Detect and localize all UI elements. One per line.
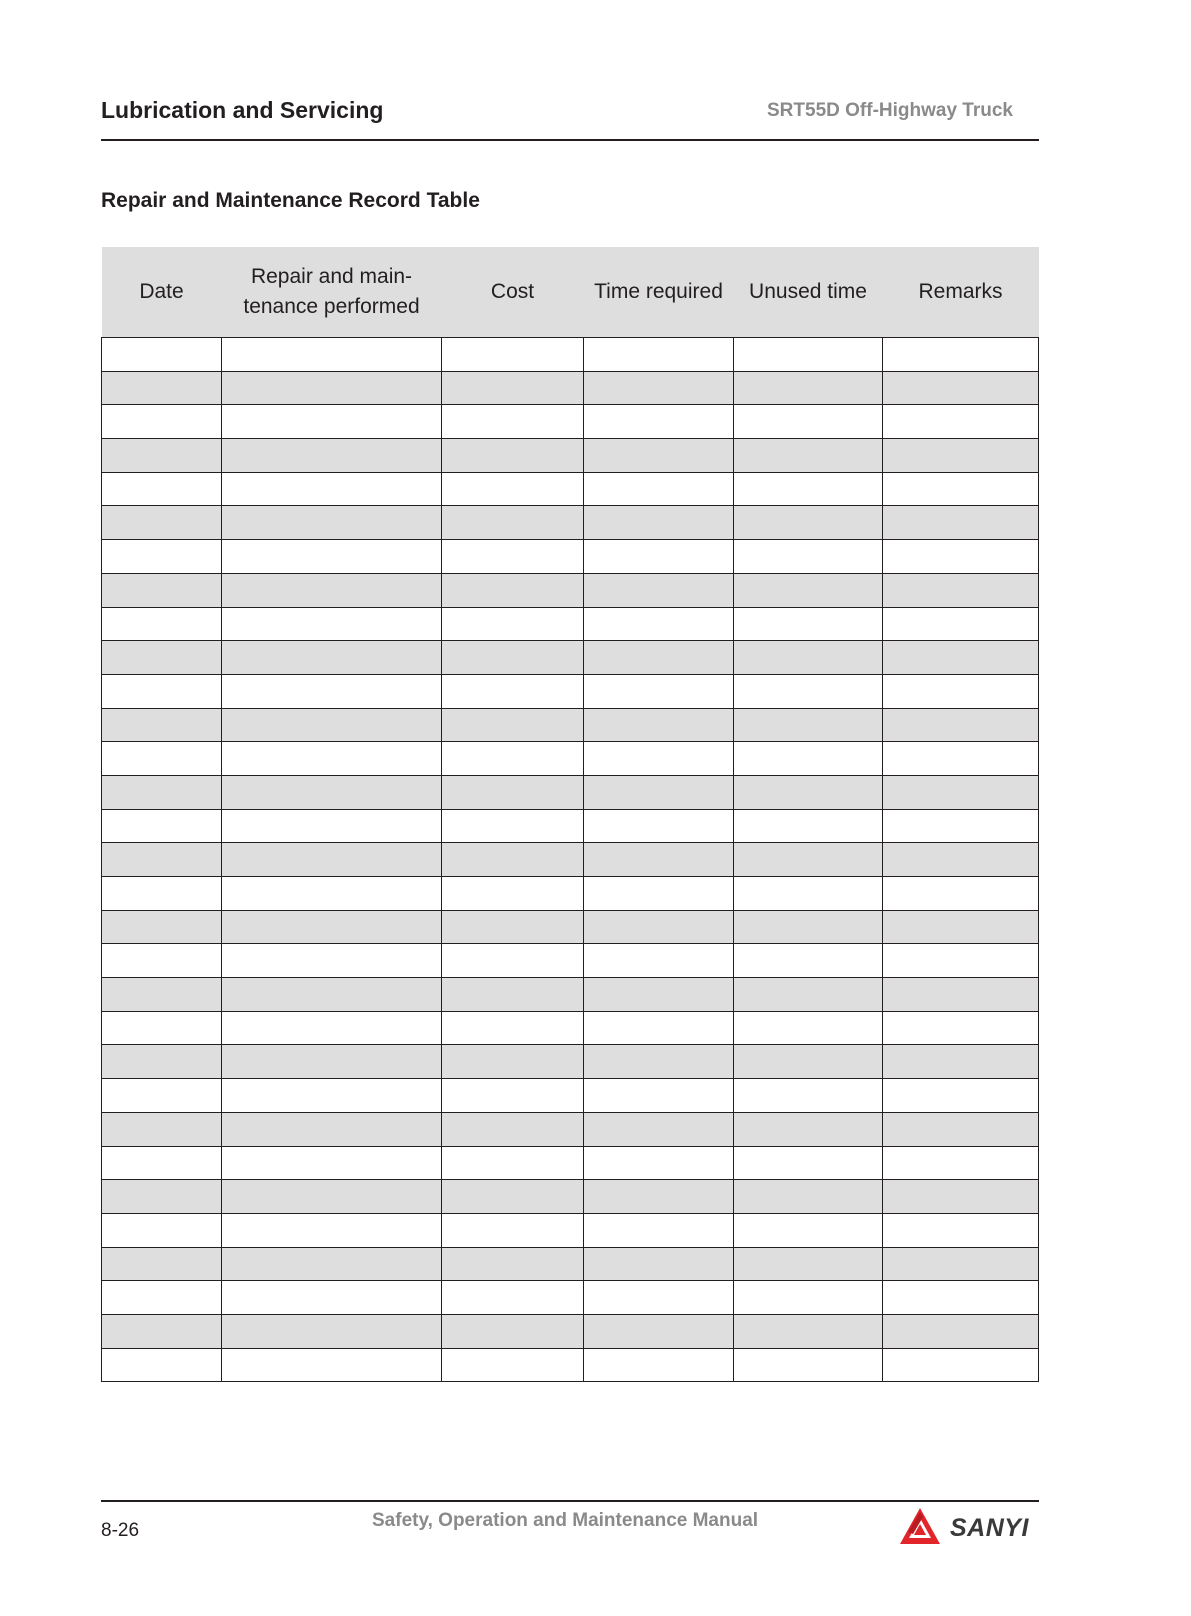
table-cell: [442, 1011, 584, 1045]
table-row: [102, 910, 1039, 944]
table-cell: [102, 1281, 222, 1315]
table-cell: [584, 641, 734, 675]
table-row: [102, 775, 1039, 809]
table-row: [102, 674, 1039, 708]
table-cell: [222, 1112, 442, 1146]
table-cell: [734, 978, 883, 1012]
table-cell: [102, 506, 222, 540]
table-cell: [442, 338, 584, 372]
table-cell: [734, 1213, 883, 1247]
table-cell: [102, 1146, 222, 1180]
table-cell: [442, 607, 584, 641]
table-cell: [883, 439, 1039, 473]
table-row: [102, 1045, 1039, 1079]
table-row: [102, 809, 1039, 843]
table-cell: [584, 978, 734, 1012]
table-cell: [584, 843, 734, 877]
table-cell: [222, 1247, 442, 1281]
table-cell: [734, 1045, 883, 1079]
table-cell: [883, 1281, 1039, 1315]
table-cell: [442, 1213, 584, 1247]
table-cell: [442, 1112, 584, 1146]
table-cell: [584, 742, 734, 776]
table-cell: [734, 506, 883, 540]
table-cell: [442, 405, 584, 439]
table-cell: [102, 641, 222, 675]
table-row: [102, 1247, 1039, 1281]
table-cell: [442, 439, 584, 473]
table-cell: [584, 1281, 734, 1315]
table-cell: [883, 1348, 1039, 1382]
table-cell: [734, 1348, 883, 1382]
table-cell: [222, 809, 442, 843]
table-row: [102, 506, 1039, 540]
table-cell: [584, 1011, 734, 1045]
sany-triangle-logo-icon: [898, 1506, 942, 1550]
table-cell: [734, 439, 883, 473]
table-cell: [102, 371, 222, 405]
table-cell: [584, 910, 734, 944]
table-cell: [442, 1281, 584, 1315]
table-cell: [734, 775, 883, 809]
table-cell: [734, 472, 883, 506]
table-cell: [734, 944, 883, 978]
table-cell: [584, 1348, 734, 1382]
repair-header-text: Repair and main- tenance performed: [243, 265, 420, 318]
table-cell: [734, 1281, 883, 1315]
table-row: [102, 944, 1039, 978]
table-cell: [734, 910, 883, 944]
table-cell: [102, 1213, 222, 1247]
table-cell: [883, 809, 1039, 843]
table-cell: [102, 910, 222, 944]
table-cell: [734, 1079, 883, 1113]
repair-maintenance-record-table: [101, 247, 1039, 1382]
table-cell: [102, 1011, 222, 1045]
table-cell: [734, 405, 883, 439]
table-cell: [883, 944, 1039, 978]
table-cell: [883, 843, 1039, 877]
table-cell: [102, 1314, 222, 1348]
header-divider: [101, 139, 1039, 141]
table-cell: [734, 877, 883, 911]
table-cell: [102, 607, 222, 641]
table-cell: [584, 371, 734, 405]
table-body: [102, 338, 1039, 1382]
table-cell: [734, 1146, 883, 1180]
table-cell: [222, 371, 442, 405]
table-cell: [222, 1213, 442, 1247]
table-cell: [102, 1247, 222, 1281]
table-cell: [883, 338, 1039, 372]
column-header-date: Date: [102, 247, 222, 338]
table-cell: [442, 641, 584, 675]
table-cell: [102, 1045, 222, 1079]
table-cell: [102, 775, 222, 809]
table-header-row: [102, 247, 1039, 338]
table-cell: [734, 1180, 883, 1214]
table-cell: [102, 472, 222, 506]
table-cell: [584, 405, 734, 439]
table-cell: [102, 1079, 222, 1113]
table-row: [102, 1112, 1039, 1146]
page-header-title: Lubrication and Servicing: [101, 97, 384, 123]
table-cell: [734, 843, 883, 877]
table-cell: [734, 708, 883, 742]
table-row: [102, 1079, 1039, 1113]
table-row: [102, 1146, 1039, 1180]
table-cell: [222, 775, 442, 809]
table-cell: [734, 573, 883, 607]
table-row: [102, 371, 1039, 405]
table-cell: [883, 978, 1039, 1012]
column-header-unused-time: Unused time: [734, 247, 883, 338]
table-cell: [883, 472, 1039, 506]
table-cell: [734, 674, 883, 708]
table-row: [102, 540, 1039, 574]
table-cell: [883, 1146, 1039, 1180]
table-cell: [734, 607, 883, 641]
table-row: [102, 439, 1039, 473]
table-cell: [222, 944, 442, 978]
table-cell: [222, 338, 442, 372]
footer-divider: [101, 1500, 1039, 1502]
table-cell: [222, 742, 442, 776]
table-cell: [734, 641, 883, 675]
table-cell: [222, 607, 442, 641]
table-cell: [442, 540, 584, 574]
table-cell: [734, 1011, 883, 1045]
table-cell: [222, 1281, 442, 1315]
table-cell: [734, 371, 883, 405]
table-cell: [222, 877, 442, 911]
table-cell: [222, 708, 442, 742]
table-cell: [734, 1247, 883, 1281]
column-header-time-required: Time required: [584, 247, 734, 338]
table-cell: [222, 843, 442, 877]
table-cell: [102, 405, 222, 439]
table-cell: [222, 910, 442, 944]
table-cell: [442, 775, 584, 809]
table-cell: [584, 1079, 734, 1113]
table-cell: [442, 1348, 584, 1382]
table-row: [102, 338, 1039, 372]
table-cell: [584, 809, 734, 843]
table-row: [102, 641, 1039, 675]
table-cell: [584, 1180, 734, 1214]
table-cell: [102, 540, 222, 574]
table-cell: [883, 641, 1039, 675]
table-cell: [222, 1180, 442, 1214]
table-cell: [734, 809, 883, 843]
table-cell: [883, 506, 1039, 540]
table-cell: [442, 1314, 584, 1348]
table-cell: [883, 708, 1039, 742]
table-cell: [734, 1112, 883, 1146]
table-cell: [222, 439, 442, 473]
table-cell: [102, 742, 222, 776]
table-cell: [584, 775, 734, 809]
table-row: [102, 573, 1039, 607]
table-cell: [442, 573, 584, 607]
table-row: [102, 708, 1039, 742]
table-cell: [222, 1146, 442, 1180]
table-row: [102, 843, 1039, 877]
table-cell: [442, 809, 584, 843]
table-cell: [883, 1213, 1039, 1247]
table-row: [102, 742, 1039, 776]
table-cell: [442, 371, 584, 405]
table-cell: [734, 1314, 883, 1348]
table-cell: [584, 472, 734, 506]
table-cell: [584, 338, 734, 372]
table-cell: [102, 1348, 222, 1382]
brand-name: SANYI: [950, 1513, 1029, 1542]
table-cell: [102, 809, 222, 843]
table-cell: [883, 1247, 1039, 1281]
table-cell: [102, 439, 222, 473]
table-cell: [222, 1314, 442, 1348]
table-cell: [442, 1180, 584, 1214]
table-cell: [222, 573, 442, 607]
table-cell: [584, 1314, 734, 1348]
table-cell: [102, 674, 222, 708]
table-cell: [883, 1079, 1039, 1113]
table-cell: [584, 573, 734, 607]
table-cell: [584, 1247, 734, 1281]
table-row: [102, 607, 1039, 641]
table-cell: [584, 877, 734, 911]
table-cell: [102, 338, 222, 372]
table-cell: [442, 910, 584, 944]
table-row: [102, 472, 1039, 506]
table-cell: [584, 1045, 734, 1079]
table-cell: [883, 877, 1039, 911]
table-cell: [883, 674, 1039, 708]
table-cell: [584, 1146, 734, 1180]
manual-title: Safety, Operation and Maintenance Manual: [372, 1510, 759, 1531]
table-cell: [442, 674, 584, 708]
table-cell: [883, 1112, 1039, 1146]
table-cell: [734, 540, 883, 574]
table-cell: [883, 1045, 1039, 1079]
table-cell: [883, 607, 1039, 641]
table-cell: [102, 843, 222, 877]
table-cell: [883, 910, 1039, 944]
table-cell: [442, 1045, 584, 1079]
column-header-cost: Cost: [442, 247, 584, 338]
table-cell: [442, 742, 584, 776]
table-cell: [222, 1348, 442, 1382]
table-cell: [883, 775, 1039, 809]
table-row: [102, 1180, 1039, 1214]
table-row: [102, 978, 1039, 1012]
table-cell: [442, 877, 584, 911]
table-cell: [584, 944, 734, 978]
section-title: Repair and Maintenance Record Table: [101, 189, 480, 212]
table-cell: [222, 405, 442, 439]
table-cell: [442, 1079, 584, 1113]
table-cell: [584, 607, 734, 641]
column-header-remarks: Remarks: [883, 247, 1039, 338]
table-cell: [584, 439, 734, 473]
table-cell: [102, 708, 222, 742]
table-row: [102, 877, 1039, 911]
table-cell: [883, 1180, 1039, 1214]
table-cell: [442, 708, 584, 742]
table-cell: [883, 405, 1039, 439]
table-cell: [442, 978, 584, 1012]
column-header-repair-performed: [222, 247, 442, 338]
table-cell: [883, 371, 1039, 405]
table-cell: [222, 1011, 442, 1045]
table-cell: [883, 1314, 1039, 1348]
table-cell: [102, 573, 222, 607]
table-cell: [734, 338, 883, 372]
table-cell: [584, 506, 734, 540]
table-cell: [222, 472, 442, 506]
table-cell: [734, 742, 883, 776]
table-cell: [584, 540, 734, 574]
table-cell: [584, 674, 734, 708]
table-cell: [222, 978, 442, 1012]
table-cell: [883, 540, 1039, 574]
table-cell: [222, 641, 442, 675]
table-cell: [584, 708, 734, 742]
table-cell: [883, 573, 1039, 607]
table-cell: [883, 742, 1039, 776]
table-cell: [584, 1213, 734, 1247]
table-cell: [442, 472, 584, 506]
table-cell: [102, 877, 222, 911]
table-row: [102, 405, 1039, 439]
table-cell: [102, 978, 222, 1012]
page-header-subtitle: SRT55D Off-Highway Truck: [767, 100, 1013, 121]
table-cell: [442, 843, 584, 877]
table-cell: [222, 540, 442, 574]
table-row: [102, 1348, 1039, 1382]
table-cell: [442, 944, 584, 978]
table-row: [102, 1314, 1039, 1348]
table-row: [102, 1011, 1039, 1045]
table-cell: [222, 674, 442, 708]
table-cell: [222, 1045, 442, 1079]
table-cell: [102, 944, 222, 978]
table-cell: [102, 1180, 222, 1214]
sany-logo: [898, 1506, 1029, 1550]
table-cell: [883, 1011, 1039, 1045]
table-cell: [442, 1146, 584, 1180]
table-row: [102, 1213, 1039, 1247]
table-row: [102, 1281, 1039, 1315]
table-cell: [442, 1247, 584, 1281]
table-cell: [102, 1112, 222, 1146]
table-cell: [442, 506, 584, 540]
table-cell: [222, 1079, 442, 1113]
table-cell: [222, 506, 442, 540]
page-number: 8-26: [101, 1520, 140, 1541]
table-cell: [584, 1112, 734, 1146]
